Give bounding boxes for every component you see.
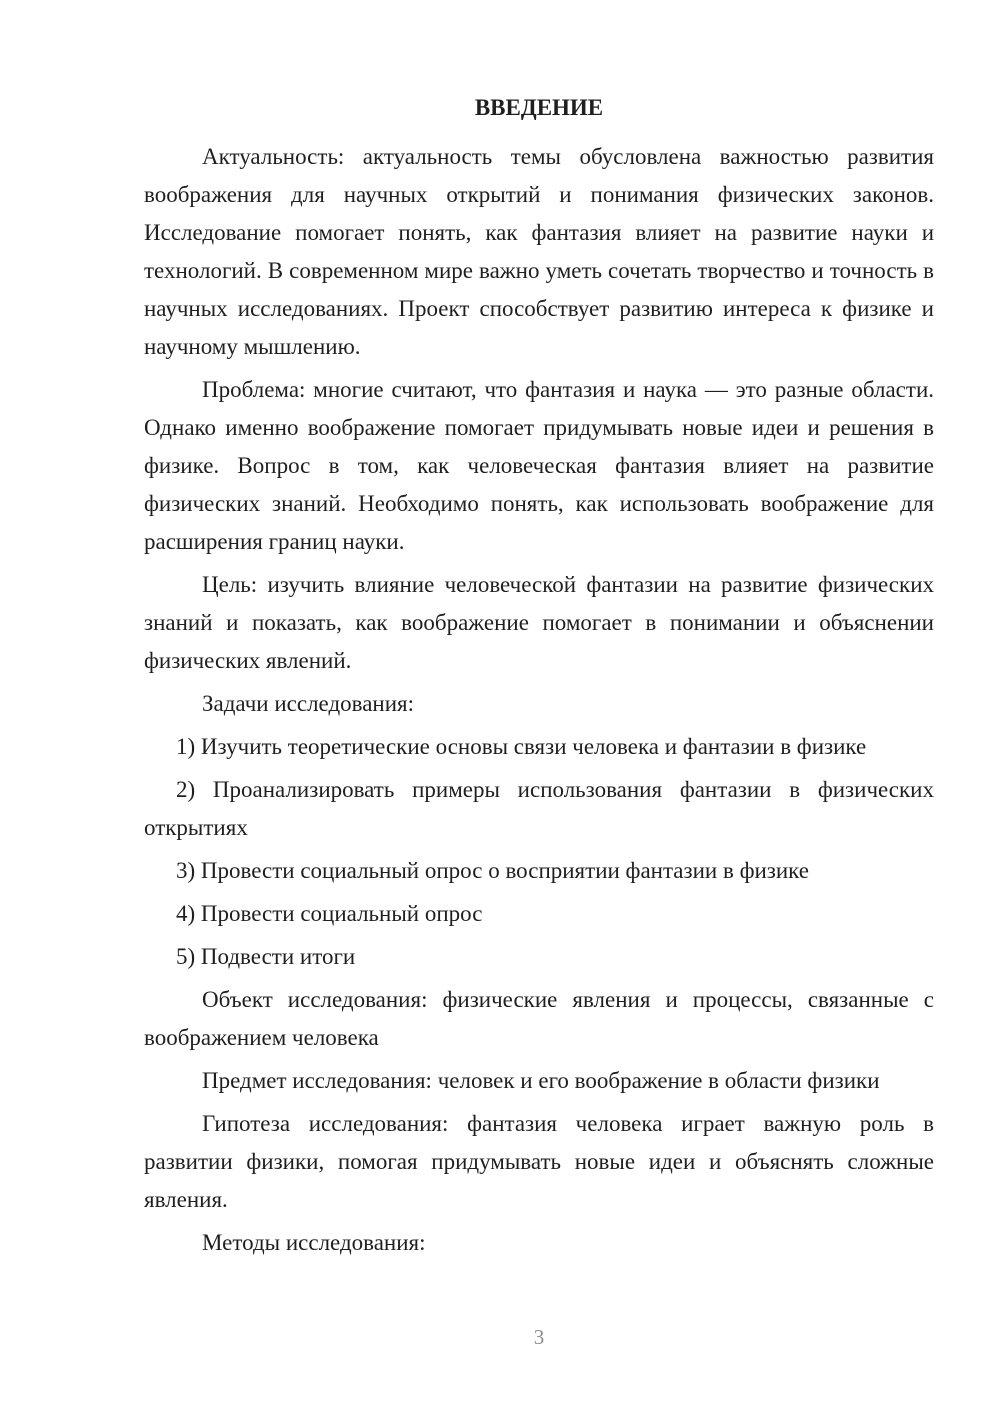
task-item-4: 4) Провести социальный опрос <box>176 901 483 926</box>
paragraph-subject: Предмет исследования: человек и его воображение в области физики <box>202 1068 880 1093</box>
paragraph-object: Объект исследования: физические явления и процессы, связанные с воображением человека <box>144 987 934 1050</box>
page-number: 3 <box>533 1325 545 1349</box>
document-body <box>144 88 934 1267</box>
paragraph-goal: Цель: изучить влияние человеческой фантазии на развитие физических знаний и показать, как воображение помогает в понимании и объяснении физических явлений. <box>144 572 934 673</box>
tasks-heading: Задачи исследования: <box>202 691 415 716</box>
task-item-1: 1) Изучить теоретические основы связи человека и фантазии в физике <box>176 734 867 759</box>
methods-heading: Методы исследования: <box>202 1230 426 1255</box>
paragraph-problem: Проблема: многие считают, что фантазия и наука — это разные области. Однако именно воображение помогает придумывать новые идеи и решения в физике. Вопрос в том, как человеческая фантазия влияет на развитие физических знаний. Необходимо понять, как использовать воображение для расширения границ науки. <box>144 377 934 554</box>
task-item-3: 3) Провести социальный опрос о восприятии фантазии в физике <box>176 858 809 883</box>
task-item-5: 5) Подвести итоги <box>176 944 356 969</box>
task-item-2: 2) Проанализировать примеры использования фантазии в физических открытиях <box>144 777 934 840</box>
page-title: ВВЕДЕНИЕ <box>474 95 604 120</box>
paragraph-hypothesis: Гипотеза исследования: фантазия человека играет важную роль в развитии физики, помогая придумывать новые идеи и объяснять сложные явления. <box>144 1111 934 1212</box>
paragraph-relevance: Актуальность: актуальность темы обусловлена важностью развития воображения для научных открытий и понимания физических законов. Исследование помогает понять, как фантазия влияет на развитие науки и технологий. В современном мире важно уметь сочетать творчество и точность в научных исследованиях. Проект способствует развитию интереса к физике и научному мышлению. <box>144 144 934 359</box>
